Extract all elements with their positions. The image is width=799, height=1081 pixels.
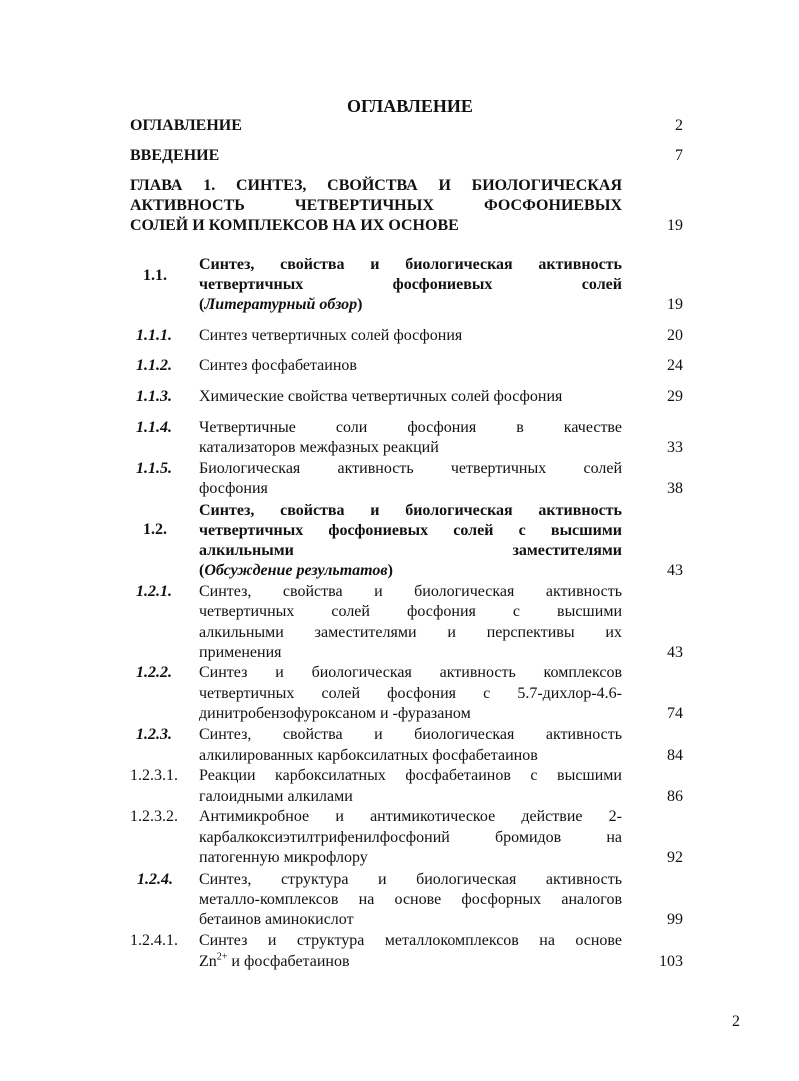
title-segment: Синтез, свойства и биологическая активность bbox=[199, 502, 622, 519]
title-segment: Антимикробное и антимикотическое действие 2- bbox=[199, 808, 622, 825]
entry-title-line bbox=[199, 275, 622, 295]
page-ref: 43 bbox=[667, 643, 683, 661]
entry-title-line bbox=[199, 828, 622, 848]
section-number: 1.2.3.2. bbox=[130, 808, 178, 825]
title-segment: динитробензофуроксаном и -фуразаном bbox=[199, 705, 471, 722]
title-segment: ВВЕДЕНИЕ bbox=[130, 147, 220, 164]
entry-title-line bbox=[199, 807, 622, 827]
title-segment: четвертичных солей фосфония с 5.7-дихлор-4.6- bbox=[199, 684, 622, 702]
section-number: 1.1.1. bbox=[136, 327, 172, 344]
entry-title-line bbox=[199, 931, 622, 951]
page-ref: 103 bbox=[659, 953, 683, 970]
page-ref: 7 bbox=[675, 147, 683, 164]
title-segment: ) bbox=[387, 562, 393, 579]
entry-title-line bbox=[130, 146, 219, 166]
title-segment: Литературный обзор bbox=[204, 296, 358, 313]
section-number: 1.2.4.1. bbox=[130, 932, 178, 949]
title-segment: Синтез, свойства и биологическая активность bbox=[199, 583, 622, 600]
entry-title-line bbox=[199, 561, 393, 581]
entry-title-line bbox=[199, 438, 439, 458]
entry-title-line bbox=[199, 704, 471, 724]
entry-title-line bbox=[199, 418, 622, 438]
title-segment: катализаторов межфазных реакций bbox=[199, 439, 439, 456]
title-segment: четвертичных фосфониевых солей bbox=[199, 276, 622, 293]
title-segment: Синтез четвертичных солей фосфония bbox=[199, 327, 463, 344]
toc-title: ОГЛАВЛЕНИЕ bbox=[347, 96, 473, 116]
entry-title-line bbox=[199, 356, 357, 376]
title-segment: ( bbox=[199, 296, 205, 313]
section-number: 1.1. bbox=[143, 267, 167, 284]
title-segment: и фосфабетаинов bbox=[227, 953, 350, 970]
page-ref: 43 bbox=[667, 562, 683, 579]
title-segment: фосфония bbox=[199, 480, 268, 497]
section-number: 1.1.4. bbox=[136, 419, 172, 436]
title-segment: Zn bbox=[199, 953, 217, 970]
section-number: 1.2.2. bbox=[136, 664, 172, 681]
section-number: 1.2.3.1. bbox=[130, 767, 178, 784]
section-number: 1.1.5. bbox=[136, 460, 172, 477]
title-segment: АКТИВНОСТЬ ЧЕТВЕРТИЧНЫХ ФОСФОНИЕВЫХ bbox=[130, 197, 622, 214]
title-segment: ОГЛАВЛЕНИЕ bbox=[130, 117, 242, 134]
title-segment: Реакции карбоксилатных фосфабетаинов с высшими bbox=[199, 767, 622, 784]
page-ref: 20 bbox=[667, 327, 683, 344]
page-ref: 99 bbox=[667, 911, 683, 928]
title-segment: галоидными алкилами bbox=[199, 787, 353, 805]
title-segment: Четвертичные соли фосфония в качестве bbox=[199, 419, 622, 436]
section-number: 1.1.3. bbox=[136, 388, 172, 405]
title-segment: СОЛЕЙ И КОМПЛЕКСОВ НА ИХ ОСНОВЕ bbox=[130, 217, 459, 234]
entry-title-line bbox=[199, 787, 353, 807]
entry-title-line bbox=[199, 459, 622, 479]
entry-title-line bbox=[199, 725, 622, 745]
entry-title-line bbox=[199, 521, 622, 541]
entry-title-line bbox=[199, 746, 538, 766]
title-segment: четвертичных фосфониевых солей с высшими bbox=[199, 522, 622, 539]
entry-title-line bbox=[199, 684, 622, 704]
entry-title-line bbox=[130, 216, 459, 236]
title-segment: карбалкоксиэтилтрифенилфосфоний бромидов на bbox=[199, 828, 622, 846]
page-ref: 74 bbox=[667, 705, 683, 722]
title-segment: алкилированных карбоксилатных фосфабетаинов bbox=[199, 746, 538, 764]
title-segment: Синтез, свойства и биологическая активность bbox=[199, 256, 622, 273]
entry-title-line bbox=[199, 766, 622, 786]
entry-title-line bbox=[130, 116, 242, 136]
superscript: 2+ bbox=[216, 951, 228, 963]
title-segment: Обсуждение результатов bbox=[204, 562, 388, 579]
entry-title-line bbox=[199, 501, 622, 521]
page-number: 2 bbox=[732, 1013, 740, 1030]
entry-title-line bbox=[199, 602, 622, 622]
section-number: 1.2.3. bbox=[136, 726, 172, 743]
title-segment: алкильными заместителями bbox=[199, 542, 622, 559]
entry-title-line bbox=[130, 176, 622, 196]
page-ref: 86 bbox=[667, 787, 683, 805]
page-ref: 92 bbox=[667, 849, 683, 866]
entry-title-line bbox=[199, 870, 622, 890]
entry-title-line bbox=[130, 196, 622, 216]
entry-title-line bbox=[199, 479, 268, 499]
entry-title-line bbox=[199, 582, 622, 602]
title-segment: алкильными заместителями и перспективы их bbox=[199, 623, 622, 641]
page-ref: 2 bbox=[675, 117, 683, 134]
page-ref: 29 bbox=[667, 388, 683, 405]
title-segment: Химические свойства четвертичных солей фосфония bbox=[199, 388, 563, 405]
page-ref: 19 bbox=[667, 296, 683, 313]
title-segment: Синтез, свойства и биологическая активность bbox=[199, 726, 622, 743]
title-segment: ( bbox=[199, 562, 205, 579]
page-ref: 38 bbox=[667, 480, 683, 497]
section-number: 1.2.4. bbox=[137, 871, 173, 888]
page-ref: 24 bbox=[667, 357, 683, 374]
entry-title-line bbox=[199, 952, 350, 972]
section-number: 1.2.1. bbox=[136, 583, 172, 600]
title-segment: бетаинов аминокислот bbox=[199, 911, 354, 928]
section-number: 1.1.2. bbox=[136, 357, 172, 374]
entry-title-line bbox=[199, 326, 462, 346]
entry-title-line bbox=[199, 541, 622, 561]
entry-title-line bbox=[199, 623, 622, 643]
title-segment: применения bbox=[199, 643, 282, 661]
title-segment: ) bbox=[357, 296, 363, 313]
title-segment: Синтез, структура и биологическая активность bbox=[199, 871, 622, 888]
title-segment: Биологическая активность четвертичных солей bbox=[199, 460, 622, 477]
entry-title-line bbox=[199, 890, 622, 910]
title-segment: металло-комплексов на основе фосфорных аналогов bbox=[199, 891, 622, 908]
entry-title-line bbox=[199, 255, 622, 275]
entry-title-line bbox=[199, 295, 363, 315]
title-segment: Синтез и биологическая активность комплексов bbox=[199, 664, 622, 681]
title-segment: ГЛАВА 1. СИНТЕЗ, СВОЙСТВА И БИОЛОГИЧЕСКАЯ bbox=[130, 177, 622, 194]
title-segment: патогенную микрофлору bbox=[199, 849, 368, 866]
entry-title-line bbox=[199, 910, 354, 930]
entry-title-line bbox=[199, 387, 562, 407]
entry-title-line bbox=[199, 663, 622, 683]
entry-title-line bbox=[199, 643, 282, 663]
title-segment: Синтез фосфабетаинов bbox=[199, 357, 357, 374]
title-segment: Синтез и структура металлокомплексов на основе bbox=[199, 932, 622, 949]
entry-title-line bbox=[199, 848, 368, 868]
page-ref: 84 bbox=[667, 746, 683, 764]
page-ref: 33 bbox=[667, 439, 683, 456]
title-segment: четвертичных солей фосфония с высшими bbox=[199, 603, 622, 621]
page-ref: 19 bbox=[667, 217, 683, 234]
section-number: 1.2. bbox=[143, 521, 167, 538]
